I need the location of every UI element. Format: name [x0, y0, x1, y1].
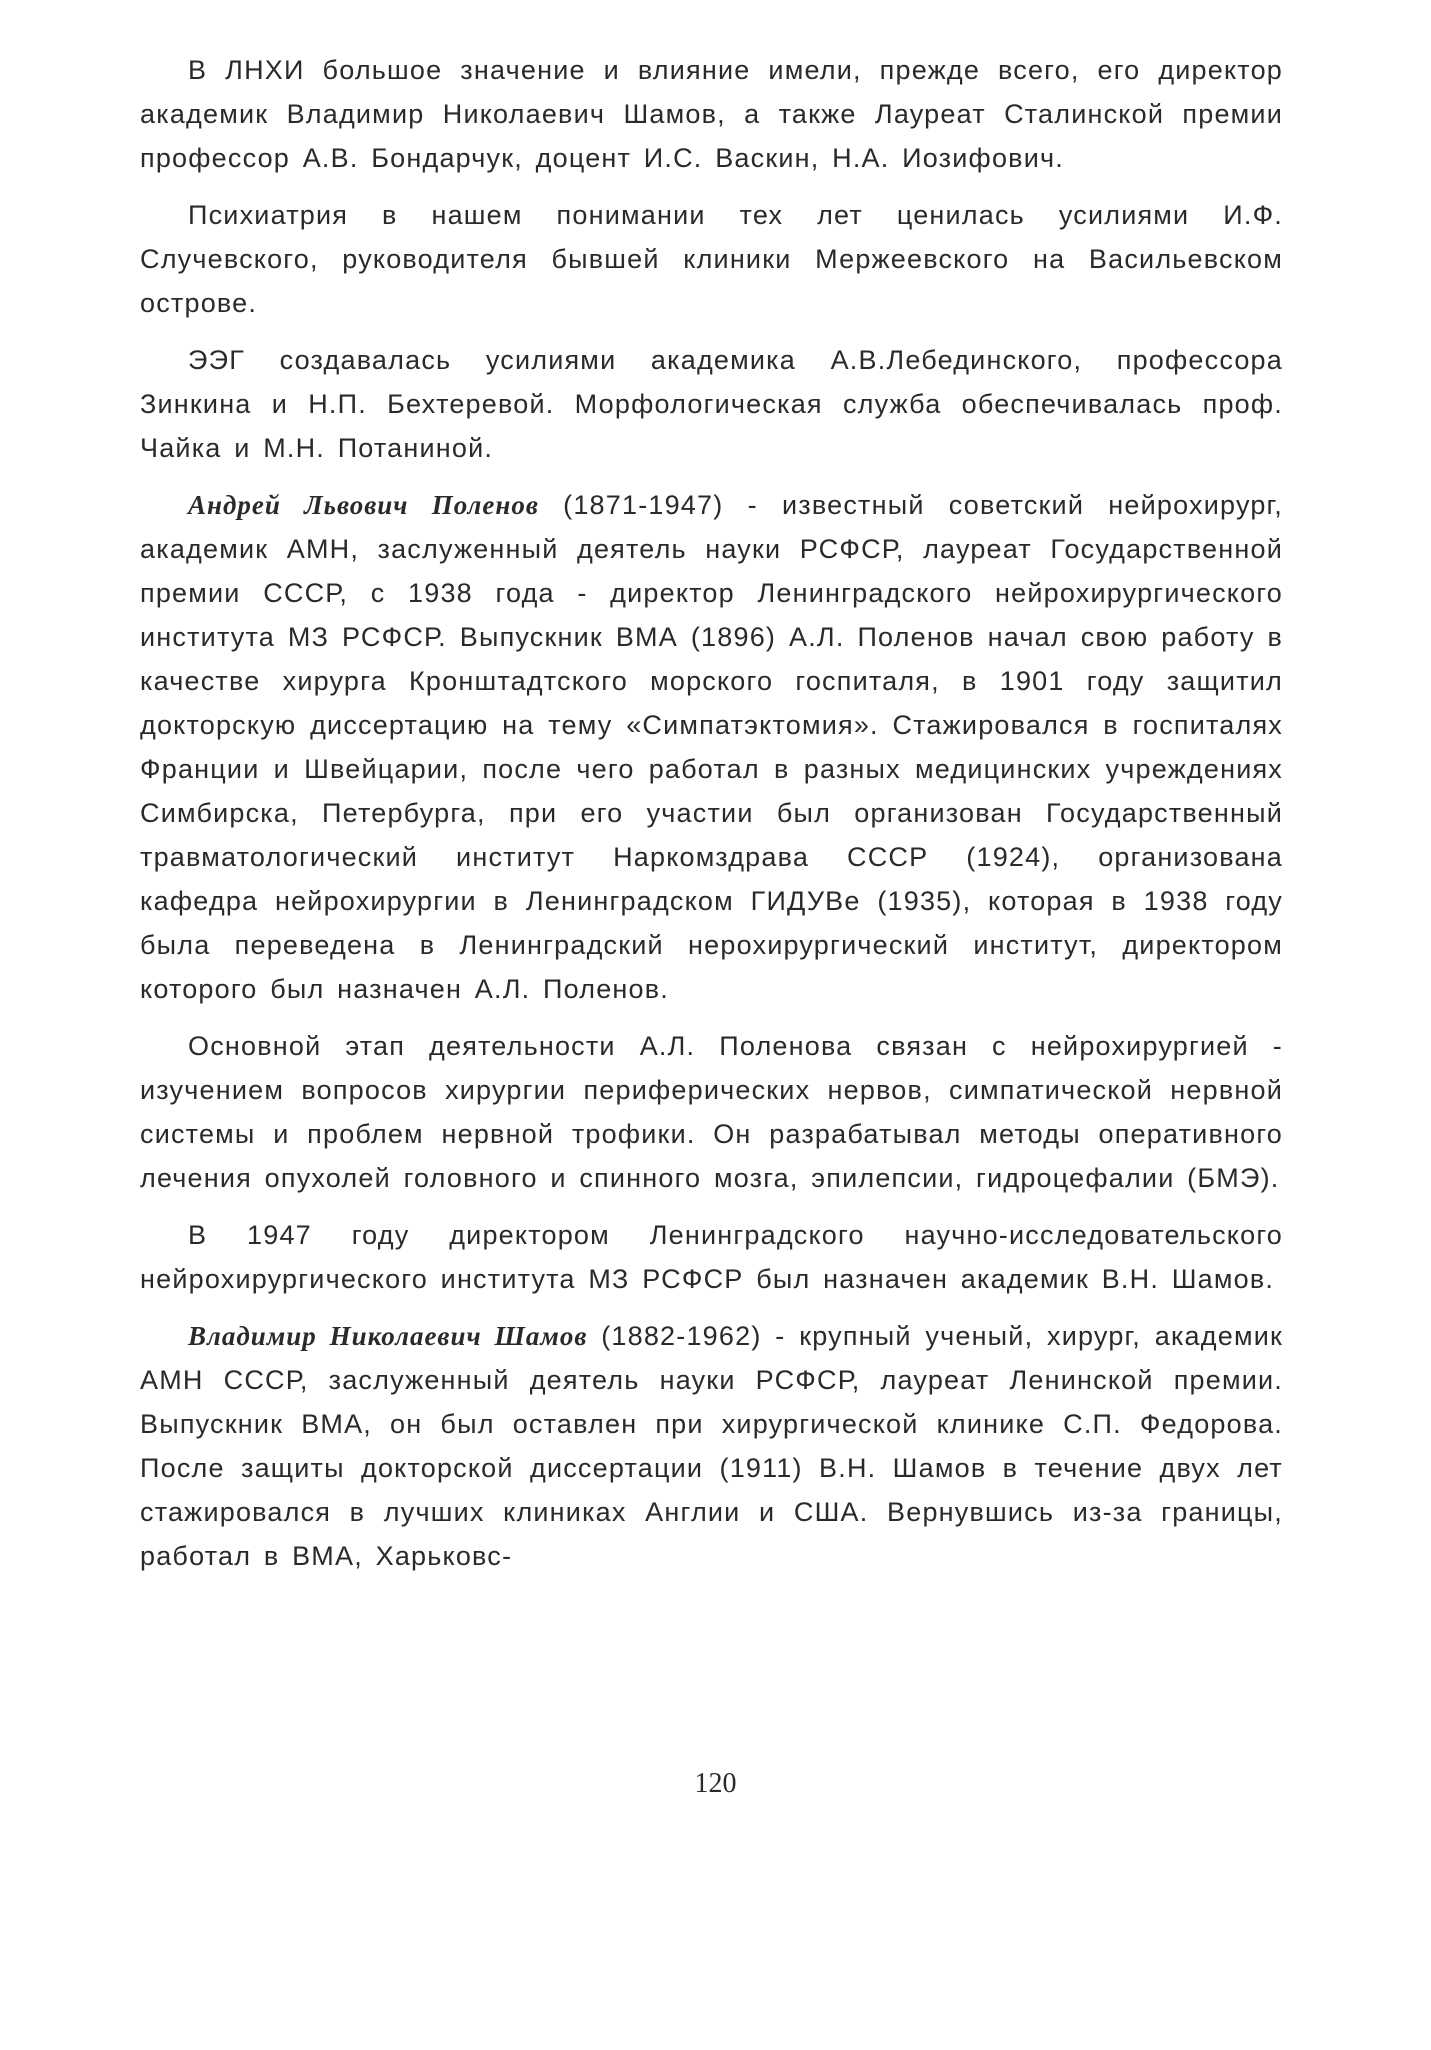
paragraph-polenov-bio: [140, 483, 1283, 1011]
paragraph-text: ЭЭГ создавалась усилиями академика А.В.Лебединского, профессора Зинкина и Н.П. Бехтеревой. Морфологическая служба обеспечивалась проф. Чайка и М.Н. Потаниной.: [140, 345, 1283, 463]
paragraph-text: В 1947 году директором Ленинградского научно-исследовательского нейрохирургического института МЗ РСФСР был назначен академик В.Н. Шамов.: [140, 1220, 1283, 1294]
paragraph-psychiatry: [140, 193, 1283, 325]
person-name: Андрей Львович Поленов: [188, 490, 539, 520]
page-number: 120: [694, 1768, 737, 1799]
paragraph-text: (1871-1947) - известный советский нейрохирург, академик АМН, заслуженный деятель науки РСФСР, лауреат Государственной премии СССР, с 1938 года - директор Ленинградского нейрохирургического института МЗ РСФСР. Выпускник ВМА (1896) А.Л. Поленов начал свою работу в качестве хирурга Кронштадтского морского госпиталя, в 1901 году защитил докторскую диссертацию на тему «Симпатэктомия». Стажировался в госпиталях Франции и Швейцарии, после чего работал в разных медицинских учреждениях Симбирска, Петербурга, при его участии был организован Государственный травматологический институт Наркомздрава СССР (1924), организована кафедра нейрохирургии в Ленинградском ГИДУВе (1935), которая в 1938 году была переведена в Ленинградский нерохирургический институт, директором которого был назначен А.Л. Поленов.: [140, 490, 1284, 1004]
paragraph-lnhi-leaders: [140, 48, 1283, 180]
paragraph-shamov-appointment: [140, 1213, 1283, 1301]
paragraph-text: (1882-1962) - крупный ученый, хирург, академик АМН СССР, заслуженный деятель науки РСФСР, лауреат Ленинской премии. Выпускник ВМА, он был оставлен при хирургической клинике С.П. Федорова. После защиты докторской диссертации (1911) В.Н. Шамов в течение двух лет стажировался в лучших клиниках Англии и США. Вернувшись из-за границы, работал в ВМА, Харьковс-: [140, 1321, 1284, 1571]
person-name: Владимир Николаевич Шамов: [188, 1321, 588, 1351]
paragraph-shamov-bio: [140, 1314, 1283, 1578]
paragraph-text: В ЛНХИ большое значение и влияние имели, прежде всего, его директор академик Владимир Николаевич Шамов, а также Лауреат Сталинской премии профессор А.В. Бондарчук, доцент И.С. Васкин, Н.А. Иозифович.: [140, 55, 1283, 173]
paragraph-eeg: [140, 338, 1283, 470]
body-text: [140, 48, 1283, 1578]
paragraph-text: Психиатрия в нашем понимании тех лет ценилась усилиями И.Ф. Случевского, руководителя бывшей клиники Мержеевского на Васильевском острове.: [140, 200, 1283, 318]
paragraph-polenov-work: [140, 1024, 1283, 1200]
paragraph-text: Основной этап деятельности А.Л. Поленова связан с нейрохирургией - изучением вопросов хирургии периферических нервов, симпатической нервной системы и проблем нервной трофики. Он разрабатывал методы оперативного лечения опухолей головного и спинного мозга, эпилепсии, гидроцефалии (БМЭ).: [140, 1031, 1283, 1193]
